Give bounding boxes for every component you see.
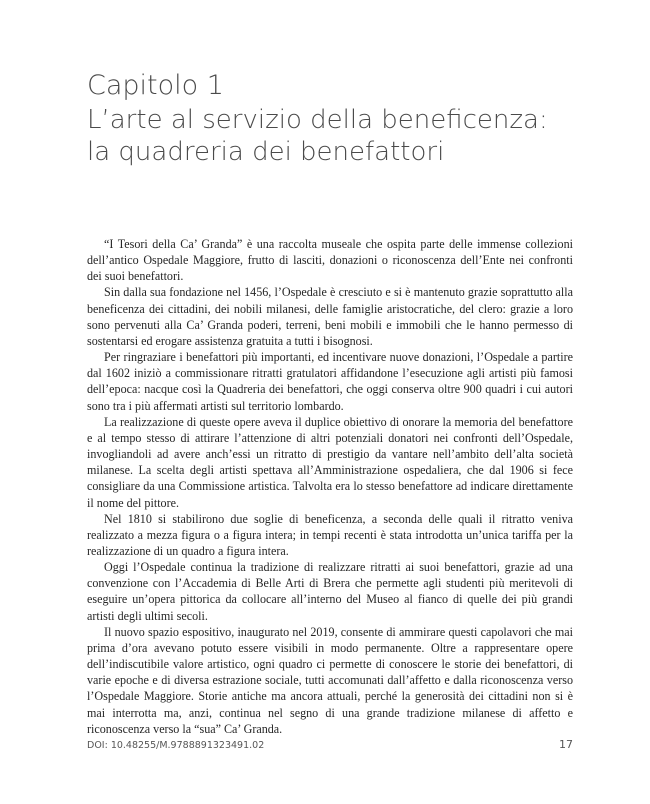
chapter-title-line-2: la quadreria dei benefattori: [87, 137, 445, 167]
paragraph: La realizzazione di queste opere aveva il duplice obiettivo di onorare la memoria del benefattore e al tempo stesso di attirare l’attenzione di altri potenziali donatori nei confronti dell’Ospedale, invogliandoli ad avere anch’essi un ritratto di prestigio da vantare nell’ambito dell’alta società milanese. La scelta degli artisti spettava all’Amministrazione ospedaliera, che dal 1906 si fece consigliare da una Commissione artistica. Talvolta era lo stesso benefattore ad indicare direttamente il nome del pittore.: [87, 414, 573, 510]
paragraph: Oggi l’Ospedale continua la tradizione di realizzare ritratti ai suoi benefattori, grazie ad una convenzione con l’Accademia di Belle Arti di Brera che permette agli studenti più meritevoli di eseguire un’opera pittorica da collocare all’interno del Museo al fianco di quelle dei più grandi artisti degli ultimi secoli.: [87, 560, 573, 623]
chapter-title-line-1: L’arte al servizio della beneficenza:: [87, 105, 548, 135]
body-text: [87, 236, 573, 737]
paragraph: Per ringraziare i benefattori più importanti, ed incentivare nuove donazioni, l’Ospedale a partire dal 1602 iniziò a commissionare ritratti gratulatori affidandone l’esecuzione agli artisti più famosi dell’epoca: nacque così la Quadreria dei benefattori, che oggi conserva oltre 900 quadri i cui autori sono tra i più affermati artisti sul territorio lombardo.: [87, 350, 573, 413]
paragraph: Sin dalla sua fondazione nel 1456, l’Ospedale è cresciuto e si è mantenuto grazie soprattutto alla beneficenza dei cittadini, dei nobili milanesi, delle famiglie aristocratiche, del clero: grazie a loro sono pervenuti alla Ca’ Granda poderi, terreni, beni mobili e immobili che le hanno permesso di sostentarsi ed erogare assistenza gratuita a tutti i bisognosi.: [87, 285, 573, 348]
paragraph: Nel 1810 si stabilirono due soglie di beneficenza, a seconda delle quali il ritratto veniva realizzato a mezza figura o a figura intera; in tempi recenti è stata introdotta un’unica tariffa per la realizzazione di un quadro a figura intera.: [87, 511, 573, 558]
chapter-label: Capitolo 1: [87, 70, 224, 101]
chapter-heading: [87, 68, 607, 168]
page-number: 17: [559, 738, 573, 751]
doi-text: DOI: 10.48255/M.9788891323491.02: [87, 740, 265, 751]
paragraph: Il nuovo spazio espositivo, inaugurato nel 2019, consente di ammirare questi capolavori che mai prima d’ora avevano potuto essere visibili in modo permanente. Oltre a rappresentare opere dell’indiscutibile valore artistico, ogni quadro ci permette di conoscere le storie dei benefattori, di varie epoche e di diversa estrazione sociale, tutti accomunati dall’affetto e dalla riconoscenza verso l’Ospedale Maggiore. Storie antiche ma ancora attuali, perché la generosità dei cittadini non si è mai interrotta ma, anzi, continua nel segno di una grande tradizione milanese di affetto e riconoscenza verso la “sua” Ca’ Granda.: [87, 624, 573, 736]
paragraph: “I Tesori della Ca’ Granda” è una raccolta museale che ospita parte delle immense collezioni dell’antico Ospedale Maggiore, frutto di lasciti, donazioni o riconoscenza dell’Ente nei confronti dei suoi benefattori.: [87, 237, 573, 284]
